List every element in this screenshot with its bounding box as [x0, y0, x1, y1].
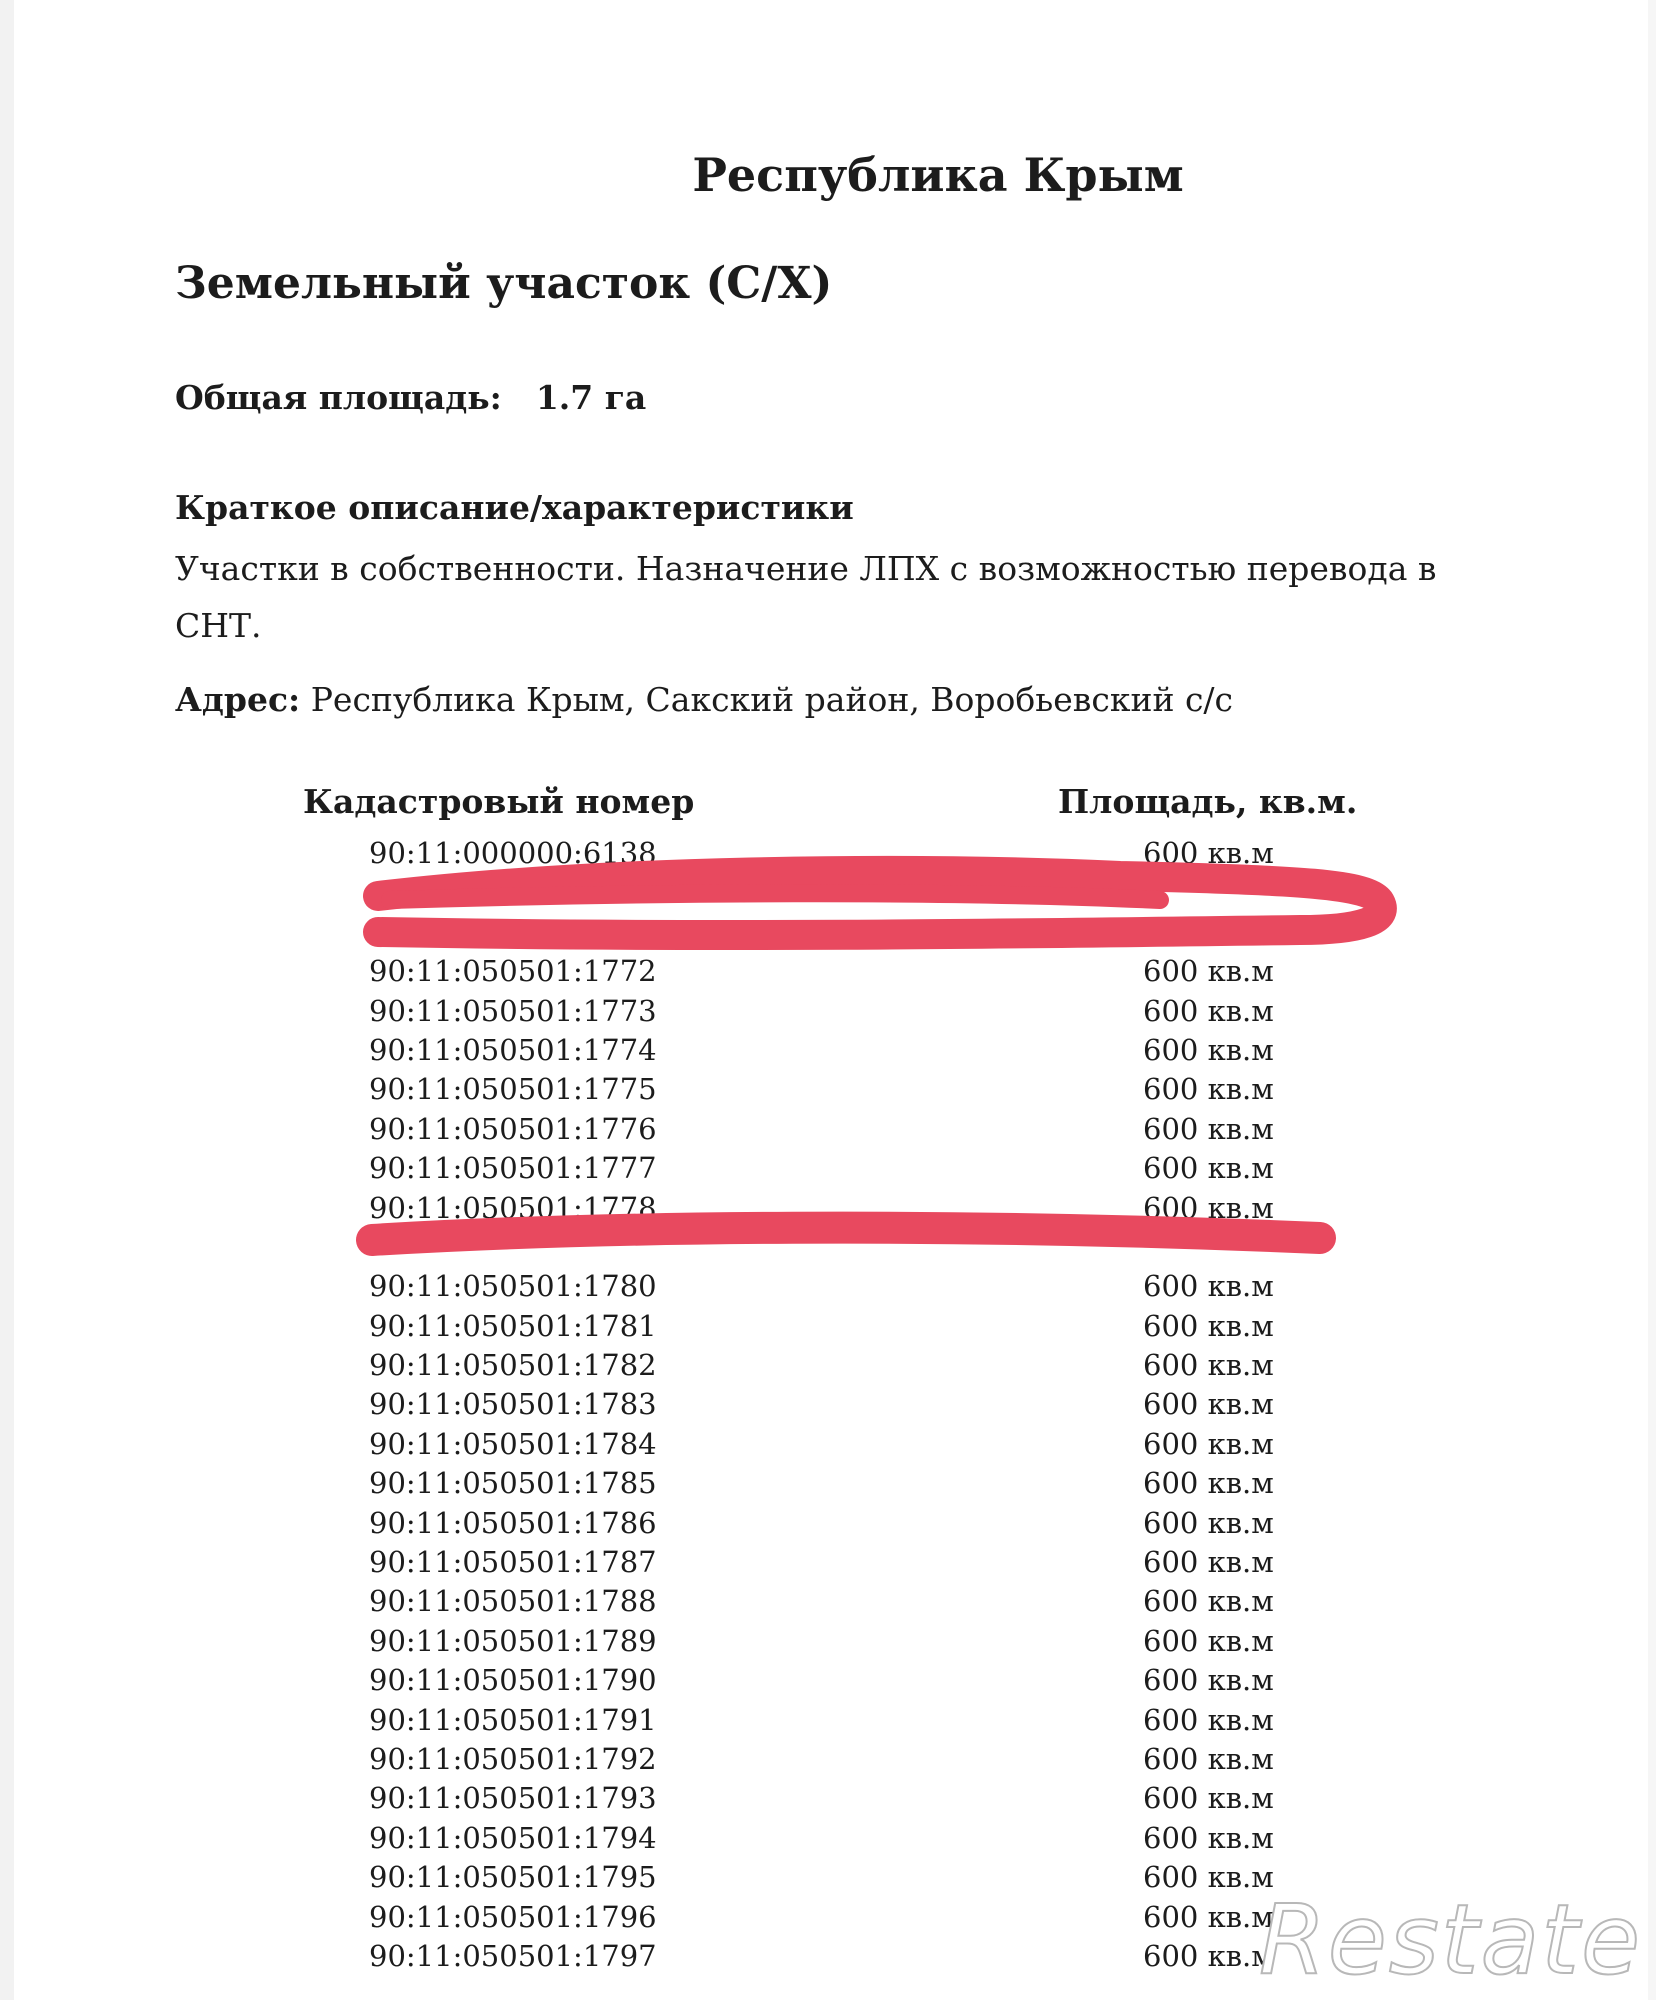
plot-area: 600 кв.м: [1143, 1426, 1274, 1461]
cadastral-number: 90:11:050501:1786: [369, 1505, 657, 1540]
cadastral-number: 90:11:050501:1791: [369, 1702, 657, 1737]
plot-area: 600 кв.м: [1143, 1781, 1274, 1816]
table-row: [0, 873, 1656, 912]
plot-area: 600 кв.м: [1143, 1505, 1274, 1540]
table-row: [0, 913, 1656, 952]
description-heading: Краткое описание/характеристики: [175, 488, 854, 527]
cadastral-number: 90:11:050501:1797: [369, 1938, 657, 1973]
table-row: [0, 1385, 1656, 1424]
plot-area: 600 кв.м: [1143, 1111, 1274, 1146]
cadastral-number: 90:11:050501:1774: [369, 1032, 657, 1067]
cadastral-number: 90:11:050501:1777: [369, 1151, 657, 1186]
plot-area: 600 кв.м: [1143, 1190, 1274, 1225]
table-row: [0, 1740, 1656, 1779]
plot-area: 600 кв.м: [1143, 1032, 1274, 1067]
table-row: [0, 1228, 1656, 1267]
table-row: [0, 1622, 1656, 1661]
table-row: [0, 1267, 1656, 1306]
plot-area: 600 кв.м: [1143, 1466, 1274, 1501]
cadastral-number: 90:11:050501:1787: [369, 1545, 657, 1580]
plot-area: 600 кв.м: [1143, 1072, 1274, 1107]
table-row: [0, 1701, 1656, 1740]
cadastral-number: 90:11:050501:1793: [369, 1781, 657, 1816]
plot-area: 600 кв.м: [1143, 1387, 1274, 1422]
table-row: [0, 1779, 1656, 1818]
plot-area: 600 кв.м: [1143, 1938, 1274, 1973]
table-row: [0, 1425, 1656, 1464]
plot-area: 600 кв.м: [1143, 1623, 1274, 1658]
table-row: [0, 1031, 1656, 1070]
total-area-label: Общая площадь:: [175, 378, 502, 417]
column-header-cadastral: Кадастровый номер: [303, 782, 695, 821]
cadastral-number: 90:11:050501:1789: [369, 1623, 657, 1658]
plot-area: 600 кв.м: [1143, 1860, 1274, 1895]
table-row: [0, 1307, 1656, 1346]
plot-area: 600 кв.м: [1143, 1269, 1274, 1304]
table-row: [0, 1149, 1656, 1188]
address: [175, 680, 1233, 719]
plot-area: 600 кв.м: [1143, 1741, 1274, 1776]
plot-area: 600 кв.м: [1143, 1820, 1274, 1855]
plot-area: 600 кв.м: [1143, 1702, 1274, 1737]
table-row: [0, 1464, 1656, 1503]
plot-area: 600 кв.м: [1143, 1348, 1274, 1383]
cadastral-number: 90:11:050501:1772: [369, 954, 657, 989]
cadastral-number: 90:11:050501:1775: [369, 1072, 657, 1107]
cadastral-number: 90:11:050501:1782: [369, 1348, 657, 1383]
cadastral-number: 90:11:050501:1781: [369, 1308, 657, 1343]
plot-area: 600 кв.м: [1143, 1545, 1274, 1580]
plot-area: 600 кв.м: [1143, 954, 1274, 989]
table-row: [0, 1543, 1656, 1582]
cadastral-number: 90:11:000000:6138: [369, 836, 657, 870]
plot-area: 600 кв.м: [1143, 1308, 1274, 1343]
cadastral-number: 90:11:050501:1776: [369, 1111, 657, 1146]
cadastral-number: 90:11:050501:1796: [369, 1899, 657, 1934]
cadastral-table: [0, 834, 1656, 1976]
cadastral-number: 90:11:050501:1795: [369, 1860, 657, 1895]
cadastral-number: 90:11:050501:1773: [369, 993, 657, 1028]
cadastral-number: 90:11:050501:1778: [369, 1190, 657, 1225]
cadastral-number: 90:11:050501:1792: [369, 1741, 657, 1776]
plot-area: 600 кв.м: [1143, 1151, 1274, 1186]
address-label: Адрес:: [175, 680, 301, 719]
plot-area: 600 кв.м: [1143, 993, 1274, 1028]
table-row: [0, 1070, 1656, 1109]
object-title: Земельный участок (С/Х): [175, 258, 833, 309]
table-row: [0, 952, 1656, 991]
table-row: [0, 1504, 1656, 1543]
table-row: [0, 1582, 1656, 1621]
address-value: Республика Крым, Сакский район, Воробьевский с/с: [310, 680, 1234, 719]
table-row: [0, 1189, 1656, 1228]
total-area: [175, 378, 646, 417]
watermark-logo: Restate: [1259, 1884, 1642, 1996]
plot-area: 600 кв.м: [1143, 1899, 1274, 1934]
table-row: [0, 992, 1656, 1031]
table-row: [0, 1661, 1656, 1700]
table-row: [0, 1110, 1656, 1149]
cadastral-number: 90:11:050501:1780: [369, 1269, 657, 1304]
cadastral-number: 90:11:050501:1783: [369, 1387, 657, 1422]
region-title: Республика Крым: [692, 148, 1184, 202]
description-text: Участки в собственности. Назначение ЛПХ с возможностью перевода в СНТ.: [175, 549, 1437, 645]
plot-area: 600 кв.м: [1143, 836, 1274, 870]
table-row: [0, 1819, 1656, 1858]
cadastral-number: 90:11:050501:1784: [369, 1426, 657, 1461]
cadastral-number: 90:11:050501:1790: [369, 1663, 657, 1698]
cadastral-number: 90:11:050501:1794: [369, 1820, 657, 1855]
plot-area: 600 кв.м: [1143, 1584, 1274, 1619]
column-header-area: Площадь, кв.м.: [1058, 782, 1358, 821]
table-row: [0, 1346, 1656, 1385]
cadastral-number: 90:11:050501:1785: [369, 1466, 657, 1501]
plot-area: 600 кв.м: [1143, 1663, 1274, 1698]
total-area-value: 1.7 га: [535, 378, 647, 417]
cadastral-number: 90:11:050501:1788: [369, 1584, 657, 1619]
table-row: [0, 834, 1656, 873]
